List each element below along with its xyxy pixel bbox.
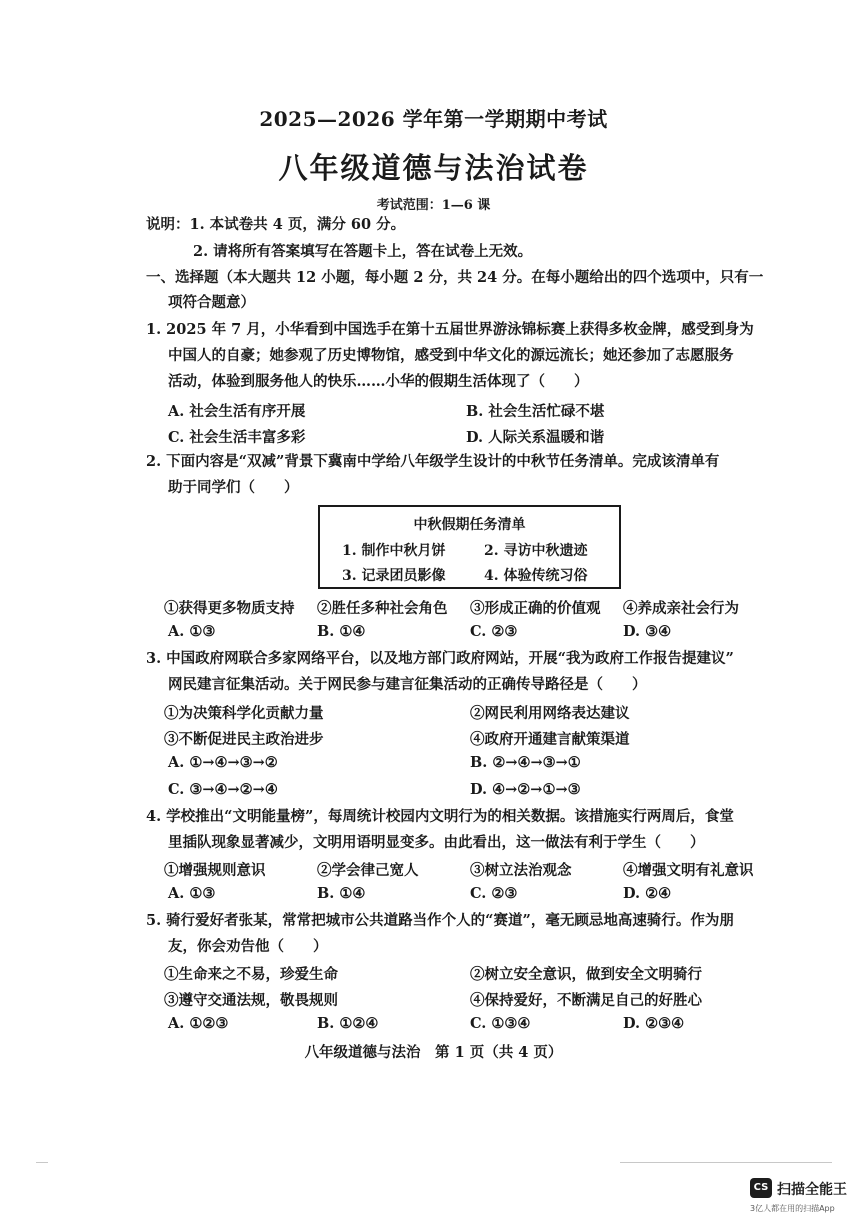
q3-option-b: B. ②→④→③→① (470, 754, 581, 771)
exam-title: 2025—2026 学年第一学期期中考试 (259, 107, 608, 131)
q5-option-b: B. ①②④ (317, 1015, 379, 1032)
q2-option-b: B. ①④ (317, 623, 366, 640)
q2-statement: ②胜任多种社会角色 (317, 600, 448, 617)
instruction-1: 说明：1. 本试卷共 4 页，满分 60 分。 (146, 216, 406, 233)
q4-option-c: C. ②③ (470, 885, 518, 902)
task-list-box (318, 505, 621, 589)
q3-stem-line: 3. 中国政府网联合多家网络平台，以及地方部门政府网站，开展“我为政府工作报告提建议” (146, 650, 734, 667)
q1-stem-line: 中国人的自豪；她参观了历史博物馆，感受到中华文化的源远流长；她还参加了志愿服务 (168, 347, 734, 364)
q3-option-a: A. ①→④→③→② (168, 754, 278, 771)
q3-stem-line: 网民建言征集活动。关于网民参与建言征集活动的正确传导路径是（ ） (168, 676, 647, 693)
q3-statement: ④政府开通建言献策渠道 (470, 731, 630, 748)
scanner-tagline: 3亿人都在用的扫描App (750, 1204, 835, 1213)
q3-option-c: C. ③→④→②→④ (168, 781, 278, 798)
q3-statement: ②网民利用网络表达建议 (470, 705, 630, 722)
instruction-2: 2. 请将所有答案填写在答题卡上，答在试卷上无效。 (193, 243, 533, 260)
q4-option-b: B. ①④ (317, 885, 366, 902)
q5-option-a: A. ①②③ (168, 1015, 229, 1032)
exam-scope: 考试范围：1—6 课 (376, 198, 491, 213)
q2-option-c: C. ②③ (470, 623, 518, 640)
q5-stem-line: 5. 骑行爱好者张某，常常把城市公共道路当作个人的“赛道”，毫无顾忌地高速骑行。作为朋 (146, 912, 734, 929)
q2-statement: ④养成亲社会行为 (623, 600, 739, 617)
task-item: 1. 制作中秋月饼 (342, 543, 446, 559)
section-heading: 一、选择题（本大题共 12 小题，每小题 2 分，共 24 分。在每小题给出的四个选项中，只有一 (146, 269, 764, 286)
q1-stem-line: 活动，体验到服务他人的快乐……小华的假期生活体现了（ ） (168, 373, 589, 390)
q4-statement: ②学会律己宽人 (317, 862, 419, 879)
page-footer: 八年级道德与法治 第 1 页（共 4 页） (304, 1044, 563, 1061)
q5-statement: ③遵守交通法规，敬畏规则 (164, 992, 338, 1009)
q4-stem-line: 4. 学校推出“文明能量榜”，每周统计校园内文明行为的相关数据。该措施实行两周后，食堂 (146, 808, 734, 825)
q1-option-b: B. 社会生活忙碌不堪 (466, 403, 605, 420)
q2-statement: ①获得更多物质支持 (164, 600, 295, 617)
q3-statement: ①为决策科学化贡献力量 (164, 705, 324, 722)
task-item: 2. 寻访中秋遗迹 (484, 543, 588, 559)
q3-statement: ③不断促进民主政治进步 (164, 731, 324, 748)
q4-statement: ③树立法治观念 (470, 862, 572, 879)
q5-statement: ①生命来之不易，珍爱生命 (164, 966, 338, 983)
q4-statement: ④增强文明有礼意识 (623, 862, 754, 879)
q5-option-c: C. ①③④ (470, 1015, 531, 1032)
q1-option-a: A. 社会生活有序开展 (168, 403, 306, 420)
q2-statement: ③形成正确的价值观 (470, 600, 601, 617)
q3-option-d: D. ④→②→①→③ (470, 781, 581, 798)
scan-edge-line (36, 1162, 48, 1163)
scan-edge-line (620, 1162, 832, 1163)
q5-statement: ②树立安全意识，做到安全文明骑行 (470, 966, 702, 983)
q4-stem-line: 里插队现象显著减少，文明用语明显变多。由此看出，这一做法有利于学生（ ） (168, 834, 705, 851)
q2-option-d: D. ③④ (623, 623, 672, 640)
paper-title: 八年级道德与法治试卷 (278, 151, 589, 185)
q1-option-d: D. 人际关系温暖和谐 (466, 429, 605, 446)
q1-option-c: C. 社会生活丰富多彩 (168, 429, 306, 446)
q5-statement: ④保持爱好，不断满足自己的好胜心 (470, 992, 702, 1009)
q5-option-d: D. ②③④ (623, 1015, 685, 1032)
scanner-logo-icon: CS (750, 1178, 772, 1198)
q4-option-a: A. ①③ (168, 885, 216, 902)
task-item: 4. 体验传统习俗 (484, 568, 588, 584)
q4-statement: ①增强规则意识 (164, 862, 266, 879)
section-heading-cont: 项符合题意） (168, 294, 255, 311)
q5-stem-line: 友，你会劝告他（ ） (168, 938, 328, 955)
task-list-title: 中秋假期任务清单 (413, 517, 526, 533)
q1-stem-line: 1. 2025 年 7 月，小华看到中国选手在第十五届世界游泳锦标赛上获得多枚金牌，感受到身为 (146, 321, 754, 338)
q4-option-d: D. ②④ (623, 885, 672, 902)
q2-stem-line: 助于同学们（ ） (168, 479, 299, 496)
q2-stem-line: 2. 下面内容是“双减”背景下冀南中学给八年级学生设计的中秋节任务清单。完成该清单有 (146, 453, 720, 470)
task-item: 3. 记录团员影像 (342, 568, 446, 584)
scanner-app-name: 扫描全能王 (777, 1182, 847, 1198)
q2-option-a: A. ①③ (168, 623, 216, 640)
